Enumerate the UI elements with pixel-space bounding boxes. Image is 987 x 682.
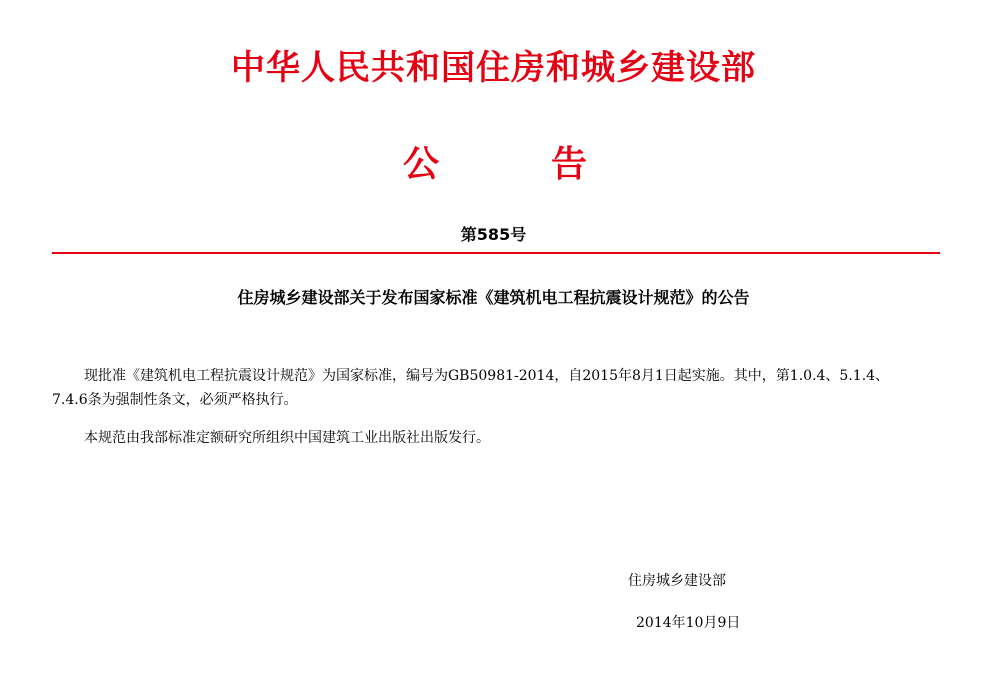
notice-body xyxy=(52,364,912,464)
red-divider xyxy=(52,252,940,254)
notice-number: 第585号 xyxy=(460,225,527,244)
agency-title: 中华人民共和国住房和城乡建设部 xyxy=(231,48,756,88)
issue-date: 2014年10月9日 xyxy=(636,615,741,631)
notice-subject: 住房城乡建设部关于发布国家标准《建筑机电工程抗震设计规范》的公告 xyxy=(237,288,750,307)
notice-heading-char-2: 告 xyxy=(551,143,588,185)
issuer-signature: 住房城乡建设部 xyxy=(628,573,726,589)
notice-heading xyxy=(0,136,987,185)
body-paragraph: 现批准《建筑机电工程抗震设计规范》为国家标准，编号为GB50981-2014，自2015年8月1日起实施。其中，第1.0.4、5.1.4、7.4.6条为强制性条文，必须严格执行。 xyxy=(52,368,890,408)
body-paragraph: 本规范由我部标准定额研究所组织中国建筑工业出版社出版发行。 xyxy=(84,430,490,446)
notice-heading-char-1: 公 xyxy=(403,143,440,185)
